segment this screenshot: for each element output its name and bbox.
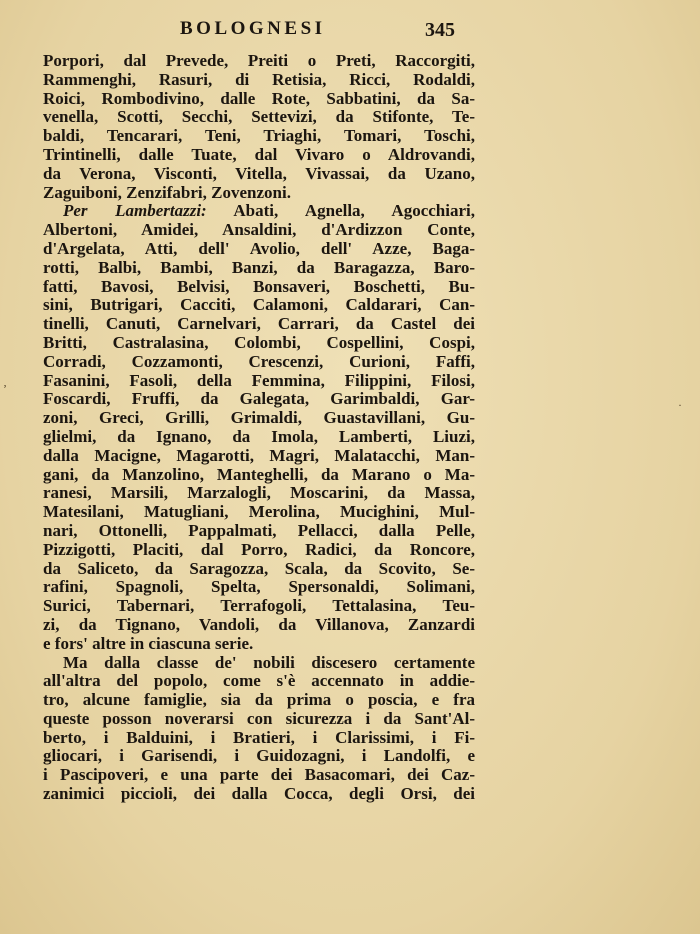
text-line: glielmi, da Ignano, da Imola, Lamberti, Liuzi, bbox=[43, 426, 475, 446]
text-line: dalla Macigne, Magarotti, Magri, Malatacchi, Man- bbox=[43, 445, 475, 465]
text-line: ranesi, Marsili, Marzalogli, Moscarini, da Massa, bbox=[43, 483, 475, 503]
text-line: rotti, Balbi, Bambi, Banzi, da Baragazza, Baro- bbox=[43, 257, 475, 277]
text-line: berto, i Balduini, i Bratieri, i Clarissimi, i Fi- bbox=[43, 727, 475, 747]
text-line: Fasanini, Fasoli, della Femmina, Filippini, Filosi, bbox=[43, 370, 475, 390]
text-line: queste posson noverarsi con sicurezza i da Sant'Al- bbox=[43, 708, 475, 728]
text-line: d'Argelata, Atti, dell' Avolio, dell' Azze, Baga- bbox=[43, 238, 475, 258]
text-line: nari, Ottonelli, Pappalmati, Pellacci, dalla Pelle, bbox=[43, 520, 475, 540]
text-line: zoni, Greci, Grilli, Grimaldi, Guastavillani, Gu- bbox=[43, 408, 475, 428]
text-line: venella, Scotti, Secchi, Settevizi, da Stifonte, Te- bbox=[43, 107, 475, 127]
paragraph-3 bbox=[43, 654, 475, 804]
text-line: fatti, Bavosi, Belvisi, Bonsaveri, Boschetti, Bu- bbox=[43, 276, 475, 296]
text-line: tinelli, Canuti, Carnelvari, Carrari, da Castel dei bbox=[43, 314, 475, 334]
text-line: da Verona, Visconti, Vitella, Vivassai, da Uzano, bbox=[43, 163, 475, 183]
text-line: sini, Butrigari, Cacciti, Calamoni, Caldarari, Can- bbox=[43, 295, 475, 315]
text-line: Roici, Rombodivino, dalle Rote, Sabbatini, da Sa- bbox=[43, 88, 475, 108]
text-line: zi, da Tignano, Vandoli, da Villanova, Zanzardi bbox=[43, 614, 475, 634]
margin-speck: ʼ bbox=[3, 382, 7, 396]
paragraph-2 bbox=[43, 202, 475, 653]
running-title: BOLOGNESI bbox=[180, 18, 326, 39]
text-line-rest: Abati, Agnella, Agocchiari, bbox=[233, 201, 475, 221]
text-line: Britti, Castralasina, Colombi, Cospellini, Cospi, bbox=[43, 332, 475, 352]
text-line: Matesilani, Matugliani, Merolina, Mucighini, Mul- bbox=[43, 502, 475, 522]
text-line: all'altra del popolo, come s'è accennato in addie- bbox=[43, 671, 475, 691]
text-line: Foscardi, Fruffi, da Galegata, Garimbaldi, Gar- bbox=[43, 389, 475, 409]
text-line-with-lead bbox=[43, 202, 475, 221]
text-line: rafini, Spagnoli, Spelta, Spersonaldi, Solimani, bbox=[43, 577, 475, 597]
text-line: i Pascipoveri, e una parte dei Basacomari, dei Caz- bbox=[43, 765, 475, 785]
text-line: Pizzigotti, Placiti, dal Porro, Radici, da Roncore, bbox=[43, 539, 475, 559]
text-line: e fors' altre in ciascuna serie. bbox=[43, 633, 254, 653]
text-line: Porpori, dal Prevede, Preiti o Preti, Raccorgiti, bbox=[43, 51, 475, 70]
text-line: Zaguiboni, Zenzifabri, Zovenzoni. bbox=[43, 182, 291, 202]
text-line: Ma dalla classe de' nobili discesero certamente bbox=[63, 652, 475, 672]
text-line: Albertoni, Amidei, Ansaldini, d'Ardizzon Conte, bbox=[43, 220, 475, 240]
paragraph-1 bbox=[43, 52, 475, 202]
text-line: Surici, Tabernari, Terrafogoli, Tettalasina, Teu- bbox=[43, 596, 475, 616]
text-line: da Saliceto, da Saragozza, Scala, da Scovito, Se- bbox=[43, 558, 475, 578]
text-line: Corradi, Cozzamonti, Crescenzi, Curioni, Faffi, bbox=[43, 351, 475, 371]
body-text bbox=[43, 52, 475, 804]
margin-speck: · bbox=[678, 398, 682, 412]
section-lead: Per Lambertazzi: bbox=[63, 201, 207, 221]
text-line: gliocari, i Garisendi, i Guidozagni, i Landolfi, e bbox=[43, 746, 475, 766]
page-number: 345 bbox=[425, 19, 455, 41]
text-line: tro, alcune famiglie, sia da prima o poscia, e fra bbox=[43, 690, 475, 710]
page-header bbox=[0, 10, 700, 44]
text-line: Trintinelli, dalle Tuate, dal Vivaro o Aldrovandi, bbox=[43, 144, 475, 164]
text-line: zanimici piccioli, dei dalla Cocca, degli Orsi, dei bbox=[43, 784, 475, 804]
text-line: gani, da Manzolino, Manteghelli, da Marano o Ma- bbox=[43, 464, 475, 484]
text-line: Rammenghi, Rasuri, di Retisia, Ricci, Rodaldi, bbox=[43, 69, 475, 89]
text-line: baldi, Tencarari, Teni, Triaghi, Tomari, Toschi, bbox=[43, 126, 475, 146]
